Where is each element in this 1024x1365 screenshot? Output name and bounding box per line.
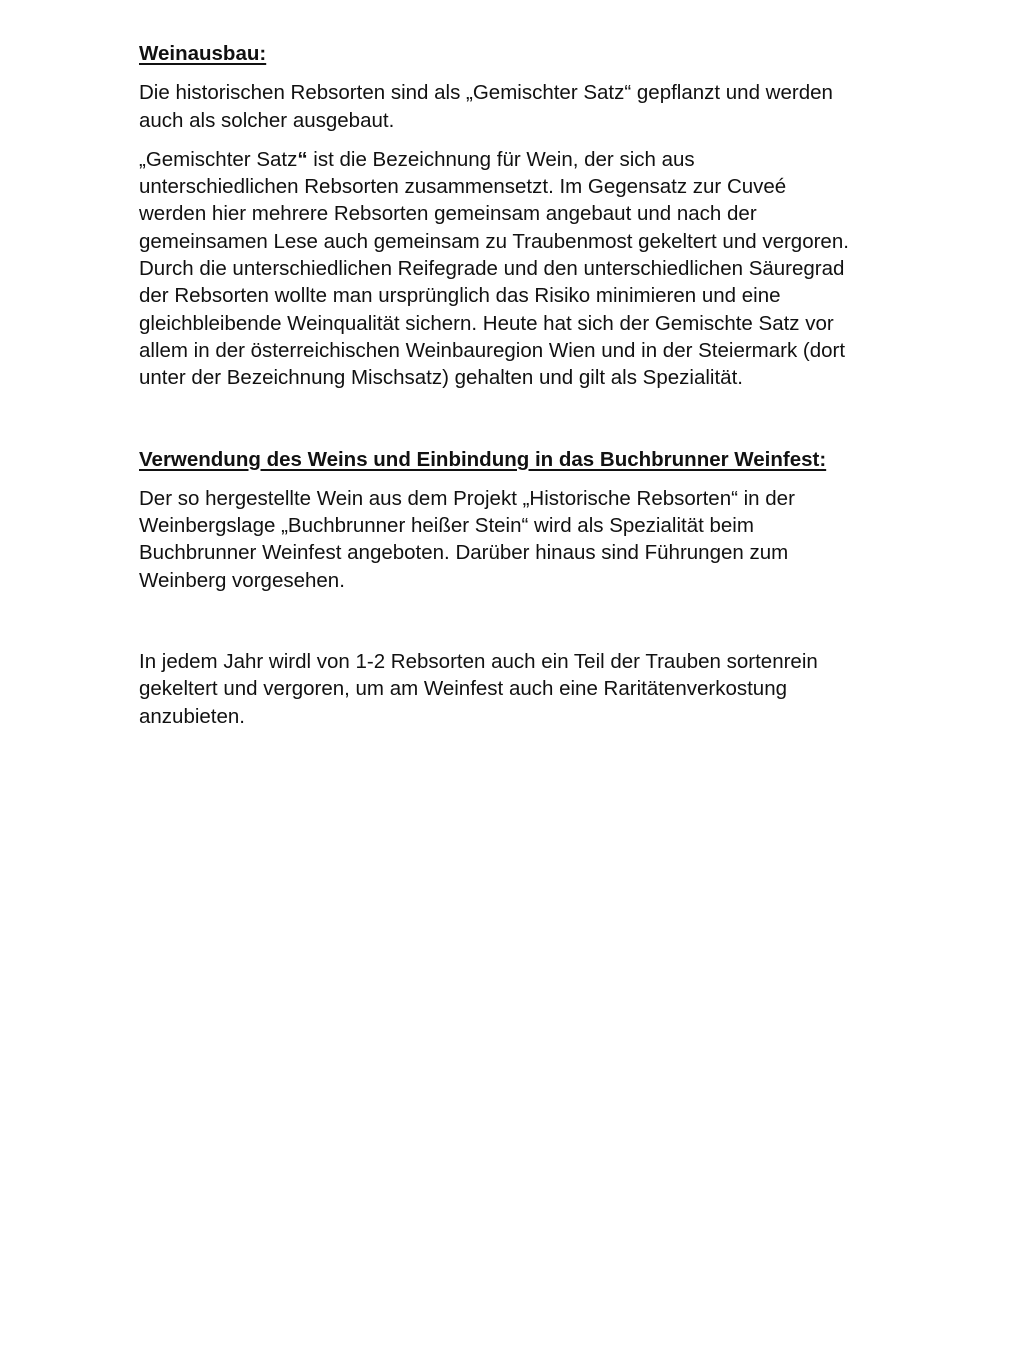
- paragraph-raritaetenverkostung: In jedem Jahr wirdl von 1-2 Rebsorten auch ein Teil der Trauben sortenrein gekeltert und vergoren, um am Weinfest auch eine Raritätenverkostung anzubieten.: [139, 650, 818, 728]
- paragraph-weinfest: Der so hergestellte Wein aus dem Projekt „Historische Rebsorten“ in der Weinbergslage „Buchbrunner heißer Stein“ wird als Spezialität beim Buchbrunner Weinfest angeboten. Darüber hinaus sind Führungen zum Weinberg vorgesehen.: [139, 486, 795, 592]
- section-heading-weinausbau: Weinausbau:: [139, 42, 267, 65]
- document-page: [139, 40, 859, 730]
- paragraph-gemischter-satz-definition: [139, 146, 859, 392]
- paragraph-gemischter-satz-intro: Die historischen Rebsorten sind als „Gemischter Satz“ gepflanzt und werden auch als solcher ausgebaut.: [139, 81, 833, 132]
- closing-quote: “: [297, 147, 308, 171]
- term-gemischter-satz: „Gemischter Satz: [139, 147, 298, 171]
- definition-text: ist die Bezeichnung für Wein, der sich aus unterschiedlichen Rebsorten zusammensetzt. Im Gegensatz zur Cuveé werden hier mehrere Rebsorten gemeinsam angebaut und nach der gemeinsamen Lese auch gemeinsam zu Traubenmost gekeltert und vergoren. Durch die unterschiedlichen Reifegrade und den unterschiedlichen Säuregrad der Rebsorten wollte man ursprünglich das Risiko minimieren und eine gleichbleibende Weinqualität sichern. Heute hat sich der Gemischte Satz vor allem in der österreichischen Weinbauregion Wien und in der Steiermark (dort unter der Bezeichnung Mischsatz) gehalten und gilt als Spezialität.: [139, 147, 849, 390]
- section-heading-verwendung: Verwendung des Weins und Einbindung in das Buchbrunner Weinfest:: [139, 447, 827, 471]
